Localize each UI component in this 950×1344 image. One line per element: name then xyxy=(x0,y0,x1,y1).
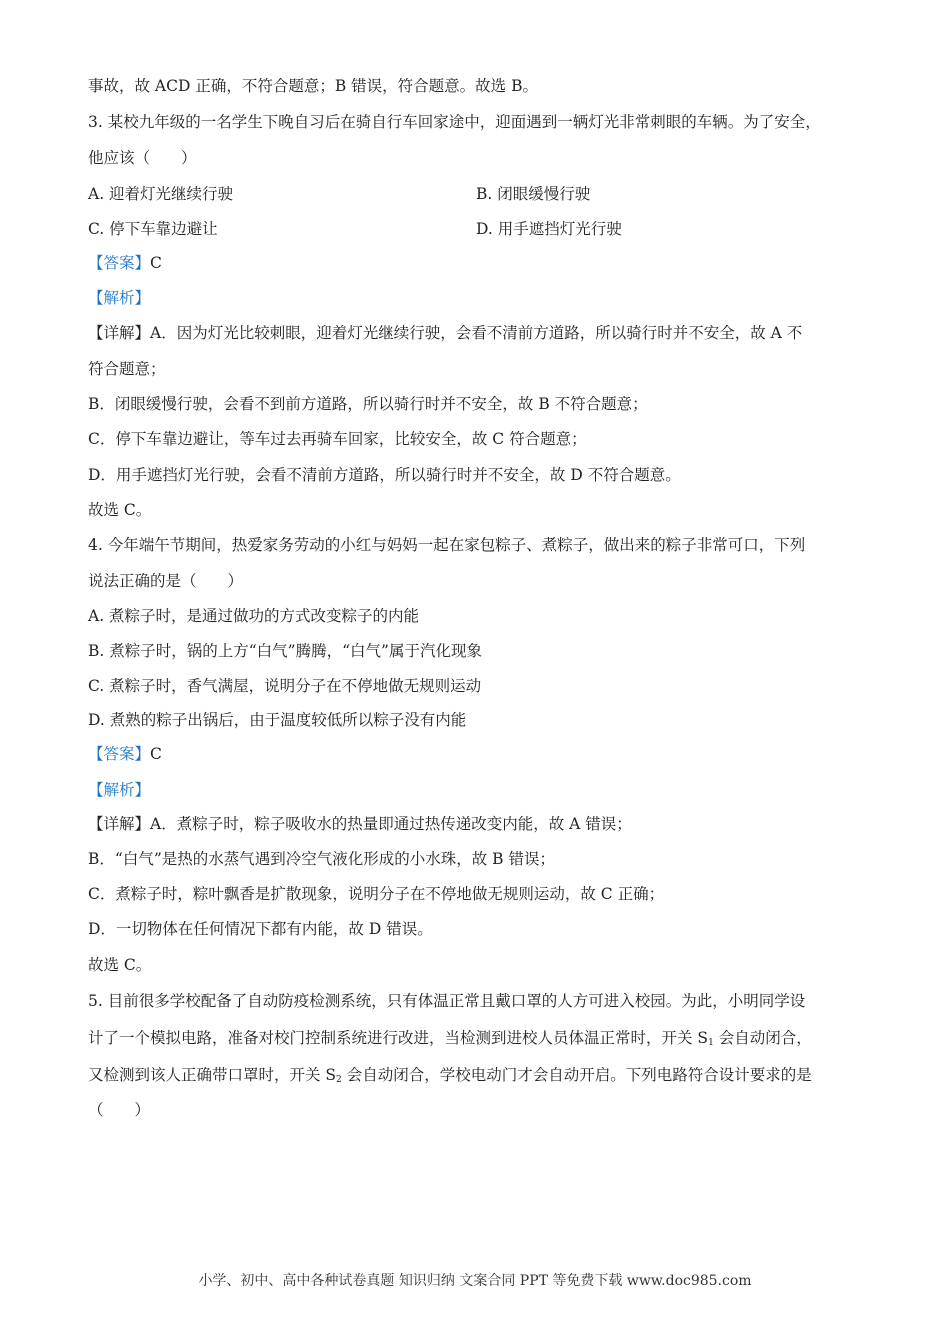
q3-conclusion: 故选 C。 xyxy=(88,501,152,519)
q4-option-a: A. 煮粽子时，是通过做功的方式改变粽子的内能 xyxy=(88,607,420,625)
detail-tag: 【详解】 xyxy=(88,815,151,833)
q5-text: 又检测到该人正确带口罩时，开关 S xyxy=(88,1066,337,1084)
q3-analysis-tag: 【解析】 xyxy=(88,289,151,307)
q3-option-b: B. 闭眼缓慢行驶 xyxy=(476,185,591,203)
q4-answer xyxy=(88,744,162,764)
q3-detail-b: B．闭眼缓慢行驶，会看不到前方道路，所以骑行时并不安全，故 B 不符合题意； xyxy=(88,395,648,413)
question-5-stem: 5. 目前很多学校配备了自动防疫检测系统，只有体温正常且戴口罩的人方可进入校园。为此，小明同学设 xyxy=(88,992,806,1010)
q4-detail-d: D．一切物体在任何情况下都有内能，故 D 错误。 xyxy=(88,920,433,938)
page-footer: 小学、初中、高中各种试卷真题 知识归纳 文案合同 PPT 等免费下载 www.doc985.com xyxy=(198,1273,752,1289)
q3-detail-a-cont: 符合题意； xyxy=(88,360,166,378)
q3-option-c: C. 停下车靠边避让 xyxy=(88,220,218,238)
detail-text: A．因为灯光比较刺眼，迎着灯光继续行驶，会看不清前方道路，所以骑行时并不安全，故 A 不 xyxy=(150,324,803,342)
switch-subscript: 1 xyxy=(708,1038,714,1048)
question-4-stem-cont: 说法正确的是（ ） xyxy=(88,572,244,590)
question-3-stem-cont: 他应该（ ） xyxy=(88,149,197,167)
q3-detail-a xyxy=(88,323,802,343)
q5-text: 计了一个模拟电路，准备对校门控制系统进行改进，当检测到进校人员体温正常时，开关 S xyxy=(88,1029,709,1047)
answer-value: C xyxy=(150,745,162,763)
question-5-stem-cont-2 xyxy=(88,1065,812,1090)
text-line: 事故，故 ACD 正确，不符合题意；B 错误，符合题意。故选 B。 xyxy=(88,77,538,95)
q4-detail-c: C．煮粽子时，粽叶飘香是扩散现象，说明分子在不停地做无规则运动，故 C 正确； xyxy=(88,885,665,903)
q3-answer xyxy=(88,253,162,273)
q5-text: 会自动闭合，学校电动门才会自动开启。下列电路符合设计要求的是 xyxy=(341,1066,812,1084)
detail-tag: 【详解】 xyxy=(88,324,151,342)
q5-text: 会自动闭合， xyxy=(713,1029,812,1047)
q3-option-a: A. 迎着灯光继续行驶 xyxy=(88,185,234,203)
q3-detail-d: D．用手遮挡灯光行驶，会看不清前方道路，所以骑行时并不安全，故 D 不符合题意。 xyxy=(88,466,681,484)
q3-option-d: D. 用手遮挡灯光行驶 xyxy=(476,220,622,238)
answer-value: C xyxy=(150,254,162,272)
q4-detail-b: B．“白气”是热的水蒸气遇到冷空气液化形成的小水珠，故 B 错误； xyxy=(88,850,555,868)
q4-option-d: D. 煮熟的粽子出锅后，由于温度较低所以粽子没有内能 xyxy=(88,711,467,729)
answer-tag: 【答案】 xyxy=(88,254,151,272)
q4-conclusion: 故选 C。 xyxy=(88,956,152,974)
answer-tag: 【答案】 xyxy=(88,745,151,763)
q4-option-b: B. 煮粽子时，锅的上方“白气”腾腾，“白气”属于汽化现象 xyxy=(88,642,482,660)
question-5-blank: （ ） xyxy=(88,1101,151,1119)
switch-subscript: 2 xyxy=(336,1075,342,1085)
question-3-stem: 3. 某校九年级的一名学生下晚自习后在骑自行车回家途中，迎面遇到一辆灯光非常刺眼的车辆。为了安全， xyxy=(88,113,821,131)
q4-option-c: C. 煮粽子时，香气满屋，说明分子在不停地做无规则运动 xyxy=(88,677,482,695)
q3-detail-c: C．停下车靠边避让，等车过去再骑车回家，比较安全，故 C 符合题意； xyxy=(88,430,587,448)
question-4-stem: 4. 今年端午节期间，热爱家务劳动的小红与妈妈一起在家包粽子、煮粽子，做出来的粽子非常可口，下列 xyxy=(88,536,806,554)
detail-text: A．煮粽子时，粽子吸收水的热量即通过热传递改变内能，故 A 错误； xyxy=(150,815,632,833)
q4-analysis-tag: 【解析】 xyxy=(88,781,151,799)
q4-detail-a xyxy=(88,814,632,834)
question-5-stem-cont-1 xyxy=(88,1028,812,1053)
